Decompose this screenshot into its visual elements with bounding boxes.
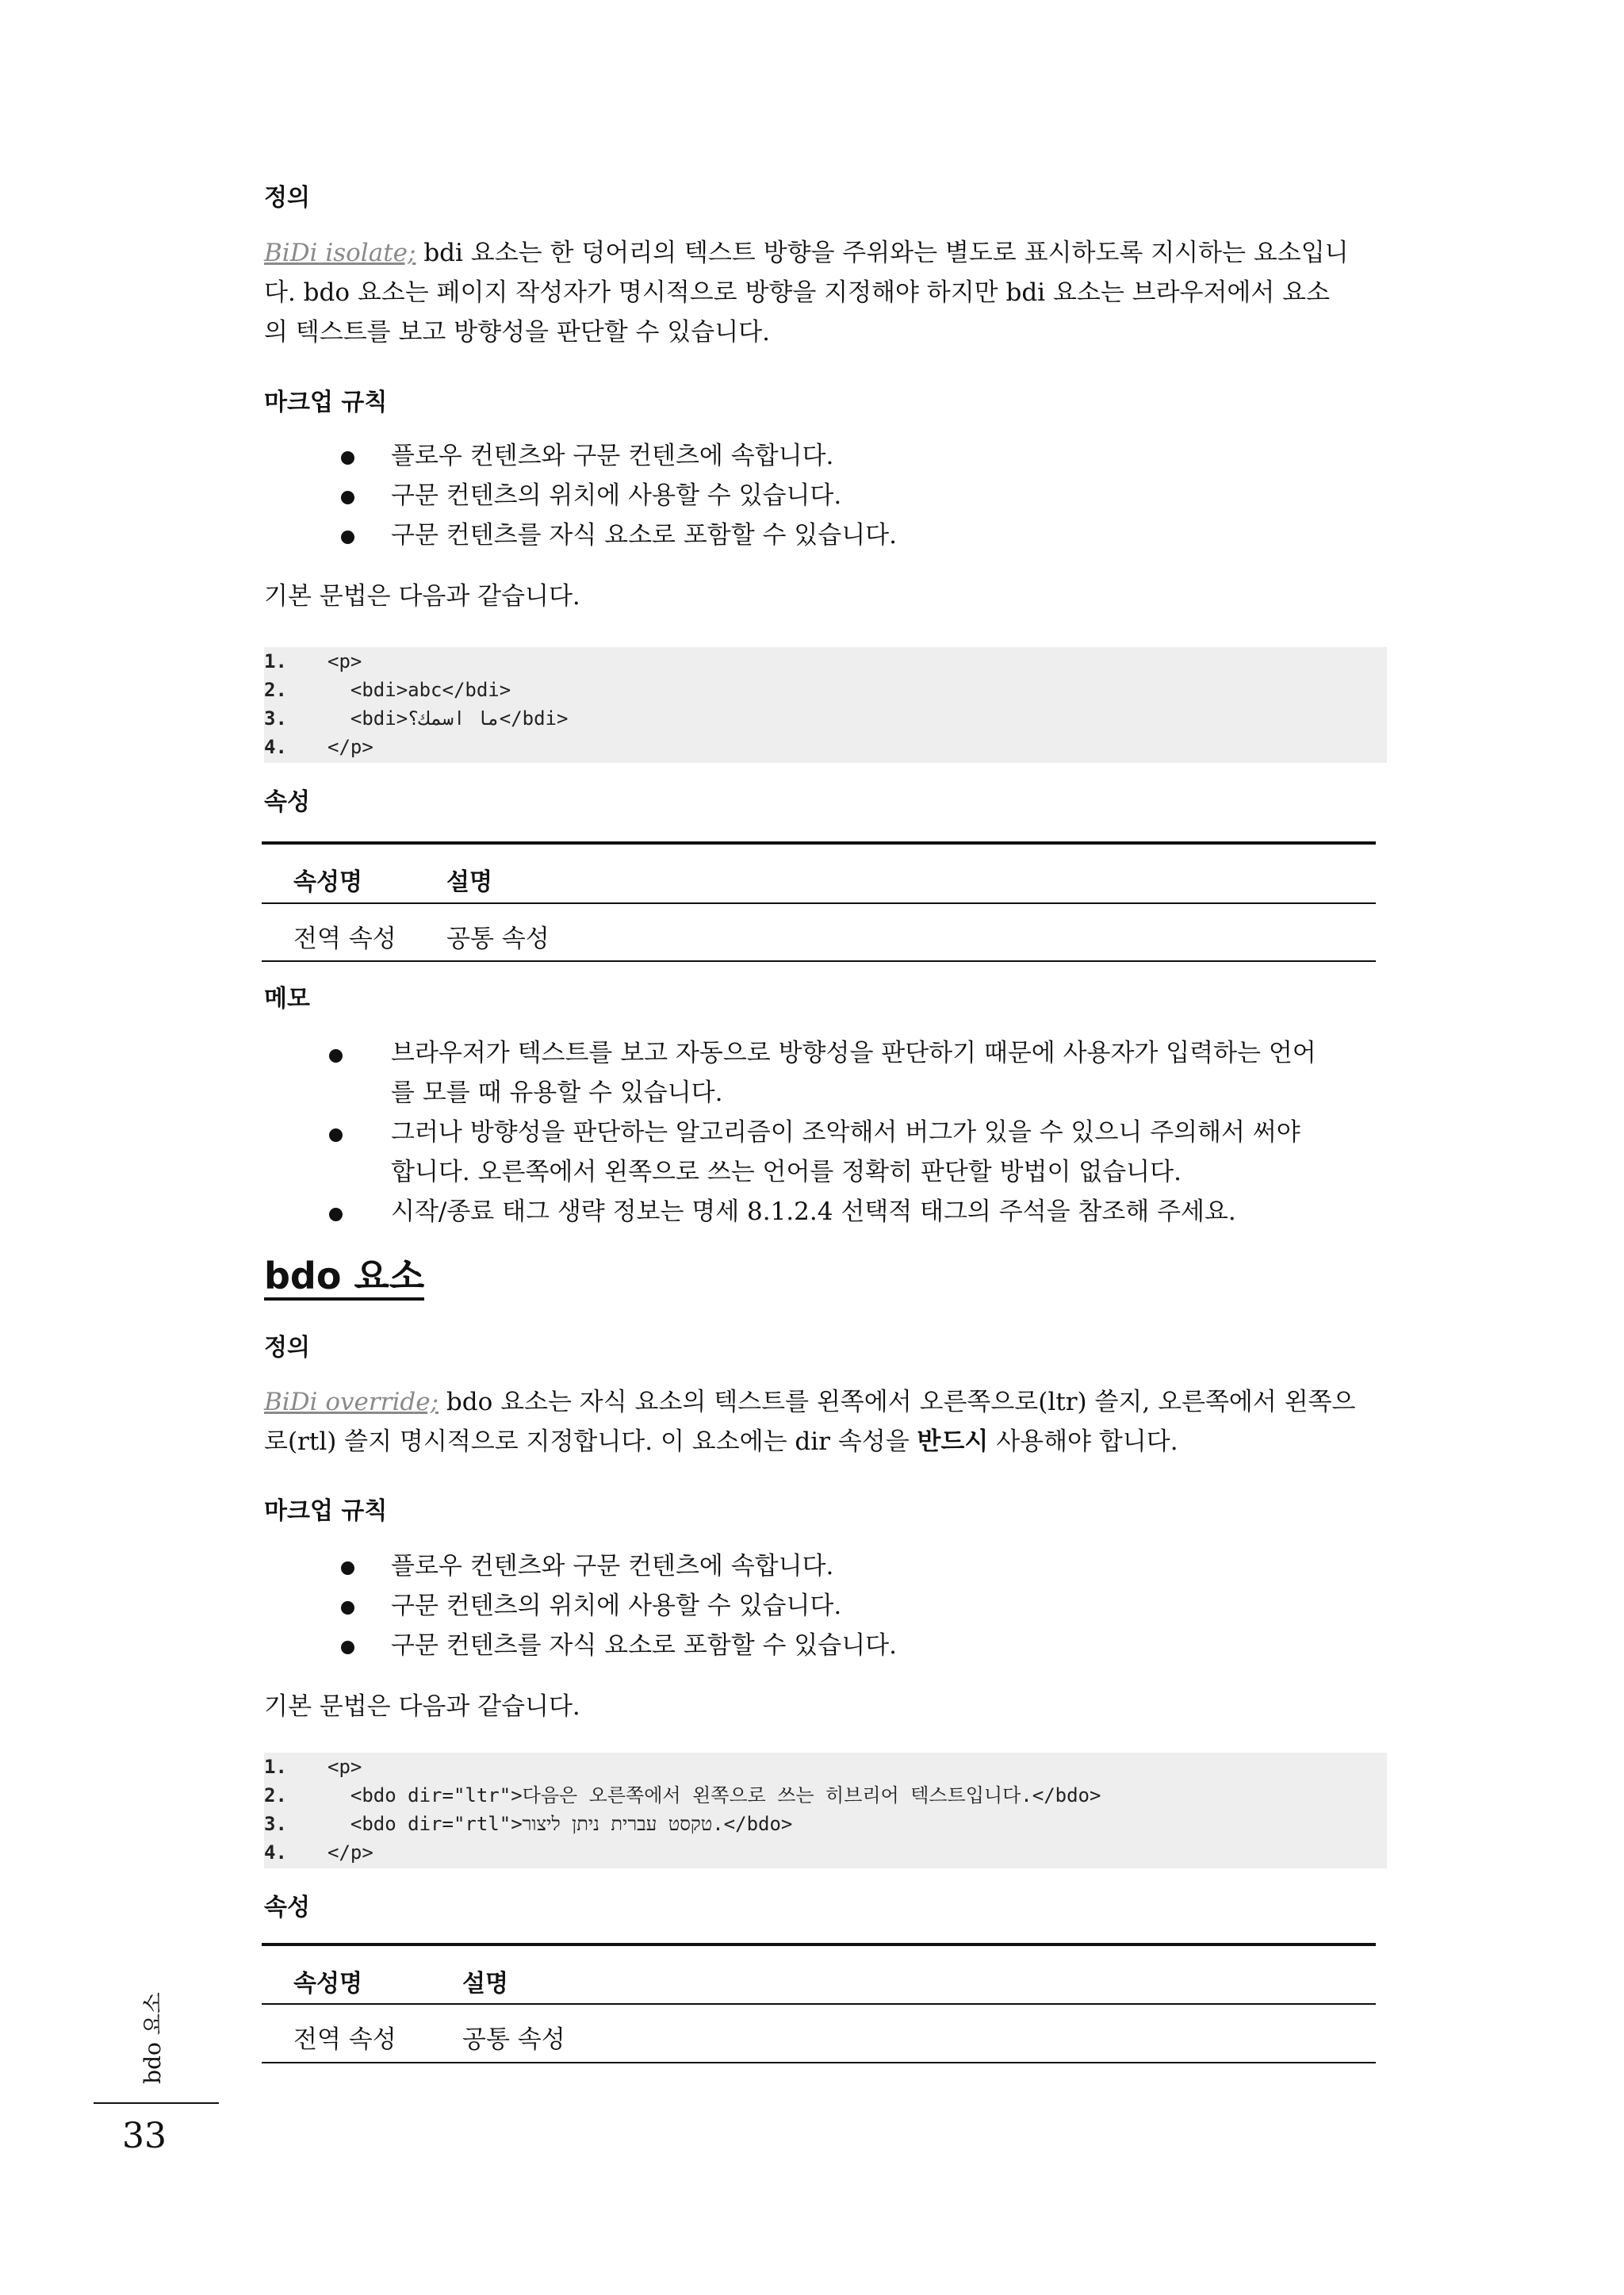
bdo-definition-heading: 정의 [264, 1334, 310, 1362]
bdi-definition-text-1: bdi 요소는 한 덩어리의 텍스트 방향을 주위와는 별도로 표시하도록 지시하는 요소입니 [423, 239, 1349, 267]
bdo-table-bottom-rule [262, 2062, 1376, 2063]
bdo-definition-link[interactable]: BiDi override; [264, 1388, 439, 1416]
bullet-icon [341, 531, 354, 544]
bdi-code-block [264, 647, 1387, 763]
code-line: 3. <bdo dir="rtl">טקסט עברית ניתן ליצור.</bdo> [264, 1813, 793, 1835]
code-line: 1. <p> [264, 1756, 362, 1778]
bullet-icon [341, 1641, 354, 1654]
bdi-definition-line-1 [264, 241, 1349, 266]
page-number: 33 [122, 2116, 167, 2156]
code-line: 2. <bdi>abc</bdi> [264, 679, 511, 701]
bdo-table-header-desc: 설명 [462, 1970, 508, 1998]
code-line: 4. </p> [264, 1841, 373, 1864]
emphasis-text: 반드시 [917, 1427, 989, 1456]
bdi-table-header-desc: 설명 [446, 868, 492, 896]
bullet-icon [341, 451, 354, 465]
bdi-definition-link[interactable]: BiDi isolate; [264, 239, 416, 267]
bullet-icon [341, 1601, 354, 1615]
bdi-definition-line-2: 다. bdo 요소는 페이지 작성자가 명시적으로 방향을 지정해야 하지만 bdi 요소는 브라우저에서 요소 [264, 278, 1331, 307]
bdi-attr-heading: 속성 [264, 788, 310, 816]
bdo-section-title: bdo 요소 [264, 1258, 424, 1301]
bdo-definition-line-1 [264, 1390, 1356, 1415]
bullet-icon [341, 491, 354, 504]
code-line: 4. </p> [264, 736, 373, 758]
bdi-markup-heading: 마크업 규칙 [264, 389, 388, 416]
bullet-icon [329, 1128, 343, 1142]
bdi-table-bottom-rule [262, 960, 1376, 962]
bdo-definition-line-2: 로(rtl) 쓸지 명시적으로 지정합니다. 이 요소에는 dir 속성을 반드시 사용해야 합니다. [264, 1427, 1178, 1456]
bullet-icon [329, 1049, 343, 1063]
bdo-table-header-name: 속성명 [293, 1970, 362, 1998]
code-line: 3. <bdi>ما اسمك؟</bdi> [264, 707, 569, 730]
bdo-table-top-rule [262, 1943, 1376, 1946]
code-line: 2. <bdo dir="ltr">다음은 오른쪽에서 왼쪽으로 쓰는 히브리어 텍스트입니다.</bdo> [264, 1784, 1101, 1806]
bdi-definition-heading: 정의 [264, 184, 310, 212]
page-number-rule [94, 2102, 219, 2104]
bullet-icon [341, 1561, 354, 1575]
bdi-definition-line-3: 의 텍스트를 보고 방향성을 판단할 수 있습니다. [264, 318, 770, 347]
bullet-icon [329, 1208, 343, 1221]
bdo-table-cell-name: 전역 속성 [293, 2025, 396, 2054]
bdi-memo-heading: 메모 [264, 985, 310, 1013]
side-section-label: bdo 요소 [140, 1992, 166, 2084]
bdi-syntax-intro: 기본 문법은 다음과 같습니다. [264, 582, 580, 611]
bdi-table-cell-desc: 공통 속성 [446, 925, 550, 953]
bdo-table-mid-rule [262, 2003, 1376, 2005]
bdi-table-cell-name: 전역 속성 [293, 925, 396, 953]
bdo-code-block [264, 1753, 1387, 1868]
bdo-attr-heading: 속성 [264, 1894, 310, 1921]
bdi-table-top-rule [262, 841, 1376, 845]
bdo-syntax-intro: 기본 문법은 다음과 같습니다. [264, 1692, 580, 1721]
bdo-table-cell-desc: 공통 속성 [462, 2025, 565, 2054]
bdi-table-mid-rule [262, 902, 1376, 904]
code-line: 1. <p> [264, 650, 362, 672]
bdo-definition-text-1: bdo 요소는 자식 요소의 텍스트를 왼쪽에서 오른쪽으로(ltr) 쓸지, 오른쪽에서 왼쪽으 [446, 1388, 1356, 1416]
bdi-table-header-name: 속성명 [293, 868, 362, 896]
bdo-markup-heading: 마크업 규칙 [264, 1497, 388, 1525]
